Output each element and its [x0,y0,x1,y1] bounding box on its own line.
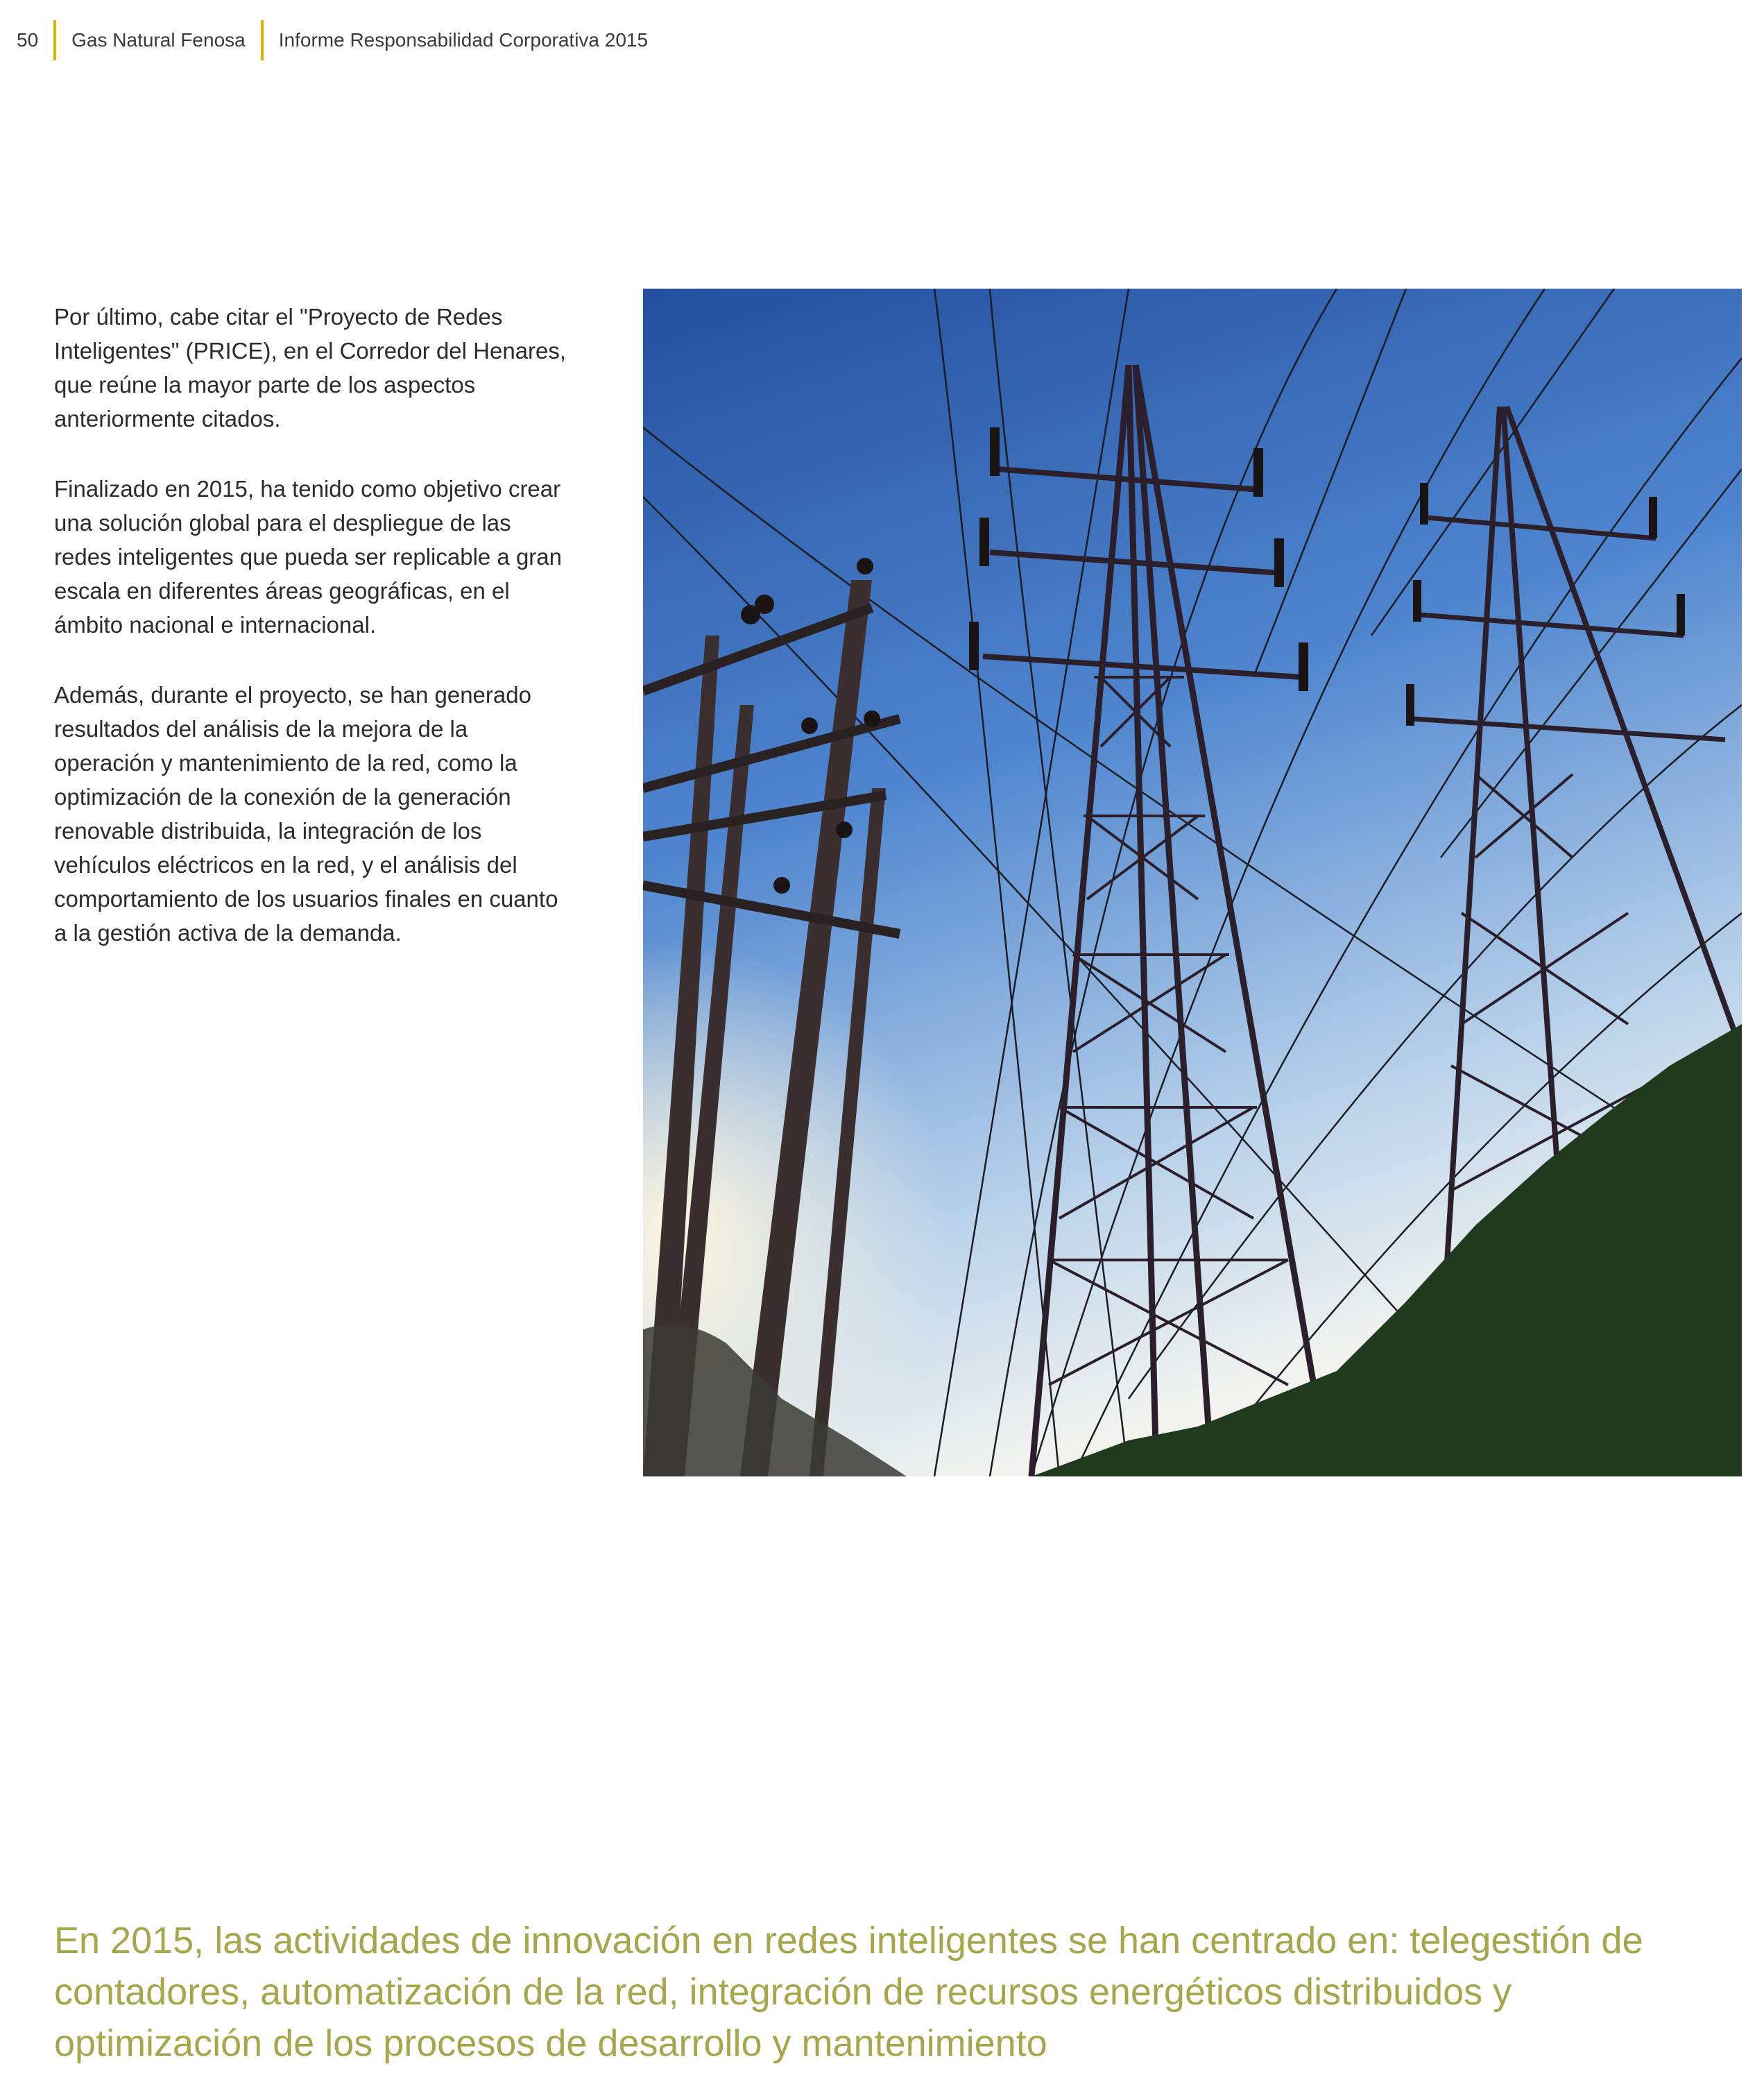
header-divider [261,20,264,60]
body-paragraph: Por último, cabe citar el "Proyecto de Redes Inteligentes" (PRICE), en el Corredor del Henares, que reúne la mayor parte de los aspectos anteriormente citados. [54,304,567,432]
body-paragraph: Además, durante el proyecto, se han generado resultados del análisis de la mejora de la operación y mantenimiento de la red, como la optimización de la conexión de la generación renovable distribuida, la integración de los vehículos eléctricos en la red, y el análisis del comportamiento de los usuarios finales en cuanto a la gestión activa de la demanda. [54,682,558,946]
body-text-column [54,300,567,986]
power-lines-photo [643,289,1742,1476]
body-paragraph: Finalizado en 2015, ha tenido como objetivo crear una solución global para el despliegue de las redes inteligentes que pueda ser replicable a gran escala en diferentes áreas geográficas, en el ámbito nacional e internacional. [54,476,562,638]
company-name: Gas Natural Fenosa [71,29,246,51]
page-number: 50 [17,29,39,51]
report-title: Informe Responsabilidad Corporativa 2015 [278,29,649,51]
header-divider [53,20,56,60]
page-header [17,19,648,61]
highlight-callout: En 2015, las actividades de innovación en redes inteligentes se han centrado en: telegestión de contadores, automatización de la red, integración de recursos energéticos distribuidos y optimización de los procesos de desarrollo y mantenimiento [54,1920,1643,2064]
electricity-pylons-illustration [643,289,1742,1476]
